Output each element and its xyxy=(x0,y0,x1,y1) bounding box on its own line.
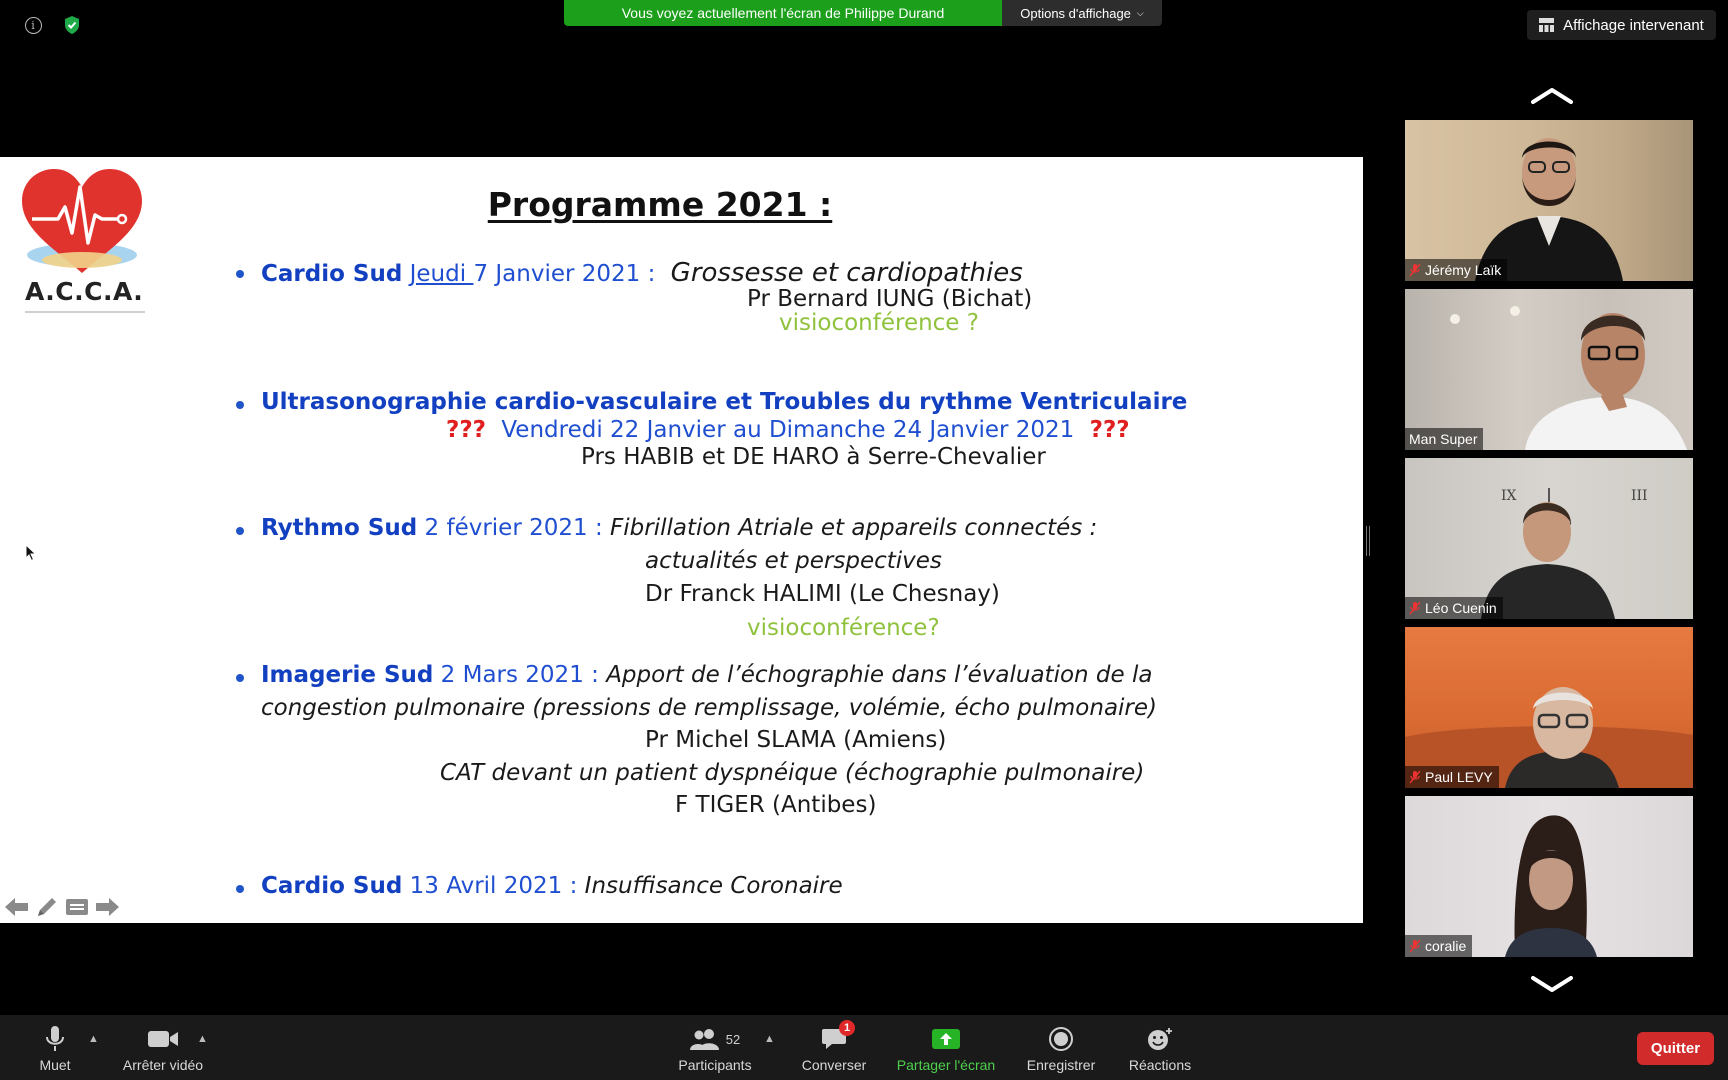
muted-mic-icon xyxy=(1409,263,1421,277)
participant-name-label: coralie xyxy=(1405,935,1472,957)
item1-note: visioconférence ? xyxy=(779,310,979,336)
participant-video-tile[interactable] xyxy=(1405,458,1693,619)
video-camera-icon xyxy=(147,1029,179,1049)
screen-share-banner: Vous voyez actuellement l'écran de Philippe Durand xyxy=(564,0,1002,26)
arrow-right-icon[interactable] xyxy=(94,896,120,918)
arrow-left-icon[interactable] xyxy=(4,896,30,918)
view-options-button[interactable] xyxy=(1002,0,1162,26)
quit-meeting-button[interactable]: Quitter xyxy=(1637,1032,1714,1065)
chevron-down-icon: ⌵ xyxy=(1136,7,1144,18)
participants-count: 52 xyxy=(725,1031,741,1047)
item4-line1: Imagerie Sud 2 Mars 2021 : Apport de l’échographie dans l’évaluation de la xyxy=(261,662,1153,688)
panel-resize-handle[interactable] xyxy=(1366,526,1370,556)
speaker-view-button[interactable] xyxy=(1527,10,1716,40)
item2-title: Ultrasonographie cardio-vasculaire et Troubles du rythme Ventriculaire xyxy=(261,389,1188,415)
stop-video-button[interactable]: Arrêter vidéo xyxy=(118,1015,208,1080)
reactions-button[interactable]: Réactions xyxy=(1122,1015,1198,1080)
participants-options-caret-icon[interactable]: ▲ xyxy=(764,1033,775,1045)
microphone-icon xyxy=(45,1025,65,1053)
slide-title: Programme 2021 : xyxy=(487,185,833,224)
chevron-up-icon[interactable] xyxy=(1530,86,1574,106)
item3-topic2: actualités et perspectives xyxy=(645,548,942,574)
item3-note: visioconférence? xyxy=(747,615,940,641)
view-options-label: Options d'affichage xyxy=(1020,5,1131,21)
bullet xyxy=(236,527,244,535)
item1-speaker: Pr Bernard IUNG (Bichat) xyxy=(747,286,1033,312)
item4-topic2: congestion pulmonaire (pressions de remplissage, volémie, écho pulmonaire) xyxy=(261,695,1158,721)
participant-video-feed xyxy=(1405,289,1693,450)
slide-nav-controls xyxy=(4,894,120,920)
bullet xyxy=(236,270,244,278)
item1-line1: Cardio Sud Jeudi 7 Janvier 2021 : Grossesse et cardiopathies xyxy=(261,258,1023,288)
speaker-view-label: Affichage intervenant xyxy=(1563,16,1704,34)
record-button[interactable]: Enregistrer xyxy=(1020,1015,1102,1080)
chat-button[interactable]: 1 Converser xyxy=(801,1022,867,1073)
shared-screen-slide xyxy=(0,157,1363,923)
muted-mic-icon xyxy=(1409,770,1421,784)
mute-options-caret-icon[interactable]: ▲ xyxy=(88,1033,99,1045)
participant-video-feed xyxy=(1405,458,1693,619)
participant-video-tile[interactable] xyxy=(1405,120,1693,281)
participant-name-label: Jérémy Laïk xyxy=(1405,259,1507,281)
emoji-reaction-icon xyxy=(1146,1026,1174,1052)
security-shield-icon[interactable] xyxy=(59,12,85,38)
record-icon xyxy=(1048,1026,1074,1052)
item4-topic3: CAT devant un patient dyspnéique (échographie pulmonaire) xyxy=(440,760,1145,786)
muted-mic-icon xyxy=(1409,601,1421,615)
participant-video-tile[interactable] xyxy=(1405,796,1693,957)
share-screen-icon xyxy=(931,1028,961,1050)
item3-speaker: Dr Franck HALIMI (Le Chesnay) xyxy=(645,581,1000,607)
participants-icon xyxy=(690,1028,720,1050)
item4-speaker1: Pr Michel SLAMA (Amiens) xyxy=(645,727,947,753)
muted-mic-icon xyxy=(1409,939,1421,953)
participant-name-label: Man Super xyxy=(1405,428,1483,450)
menu-icon[interactable] xyxy=(64,896,90,918)
info-icon[interactable]: i xyxy=(20,12,46,38)
participant-video-feed xyxy=(1405,120,1693,281)
grid-view-icon xyxy=(1539,18,1554,32)
item2-speaker: Prs HABIB et DE HARO à Serre-Chevalier xyxy=(581,444,1046,470)
participant-video-feed xyxy=(1405,796,1693,957)
logo-divider xyxy=(25,311,145,313)
participant-name-label: Léo Cuenin xyxy=(1405,597,1503,619)
pen-icon[interactable] xyxy=(34,894,60,920)
item5-line1: Cardio Sud 13 Avril 2021 : Insuffisance Coronaire xyxy=(261,873,843,899)
participant-video-feed xyxy=(1405,627,1693,788)
bullet xyxy=(236,674,244,682)
item2-date-line: ??? Vendredi 22 Janvier au Dimanche 24 Janvier 2021 ??? xyxy=(446,417,1130,443)
participants-button[interactable]: 52 Participants xyxy=(670,1015,760,1080)
item4-speaker2: F TIGER (Antibes) xyxy=(675,792,877,818)
mouse-cursor-icon xyxy=(25,544,37,562)
bullet xyxy=(236,885,244,893)
logo-text: A.C.C.A. xyxy=(25,277,144,306)
video-options-caret-icon[interactable]: ▲ xyxy=(197,1033,208,1045)
meeting-toolbar xyxy=(0,1015,1728,1080)
chevron-down-icon[interactable] xyxy=(1530,974,1574,994)
chat-notification-badge: 1 xyxy=(839,1020,855,1036)
mute-button[interactable]: Muet xyxy=(30,1015,80,1080)
participant-name-label: Paul LEVY xyxy=(1405,766,1499,788)
participant-video-tile[interactable] xyxy=(1405,627,1693,788)
participant-video-tile[interactable] xyxy=(1405,289,1693,450)
share-screen-button[interactable]: Partager l'écran xyxy=(891,1015,1001,1080)
svg-text:IX: IX xyxy=(1501,488,1517,504)
bullet xyxy=(236,401,244,409)
item3-line1: Rythmo Sud 2 février 2021 : Fibrillation Atriale et appareils connectés : xyxy=(261,515,1098,541)
svg-text:III: III xyxy=(1631,488,1648,504)
